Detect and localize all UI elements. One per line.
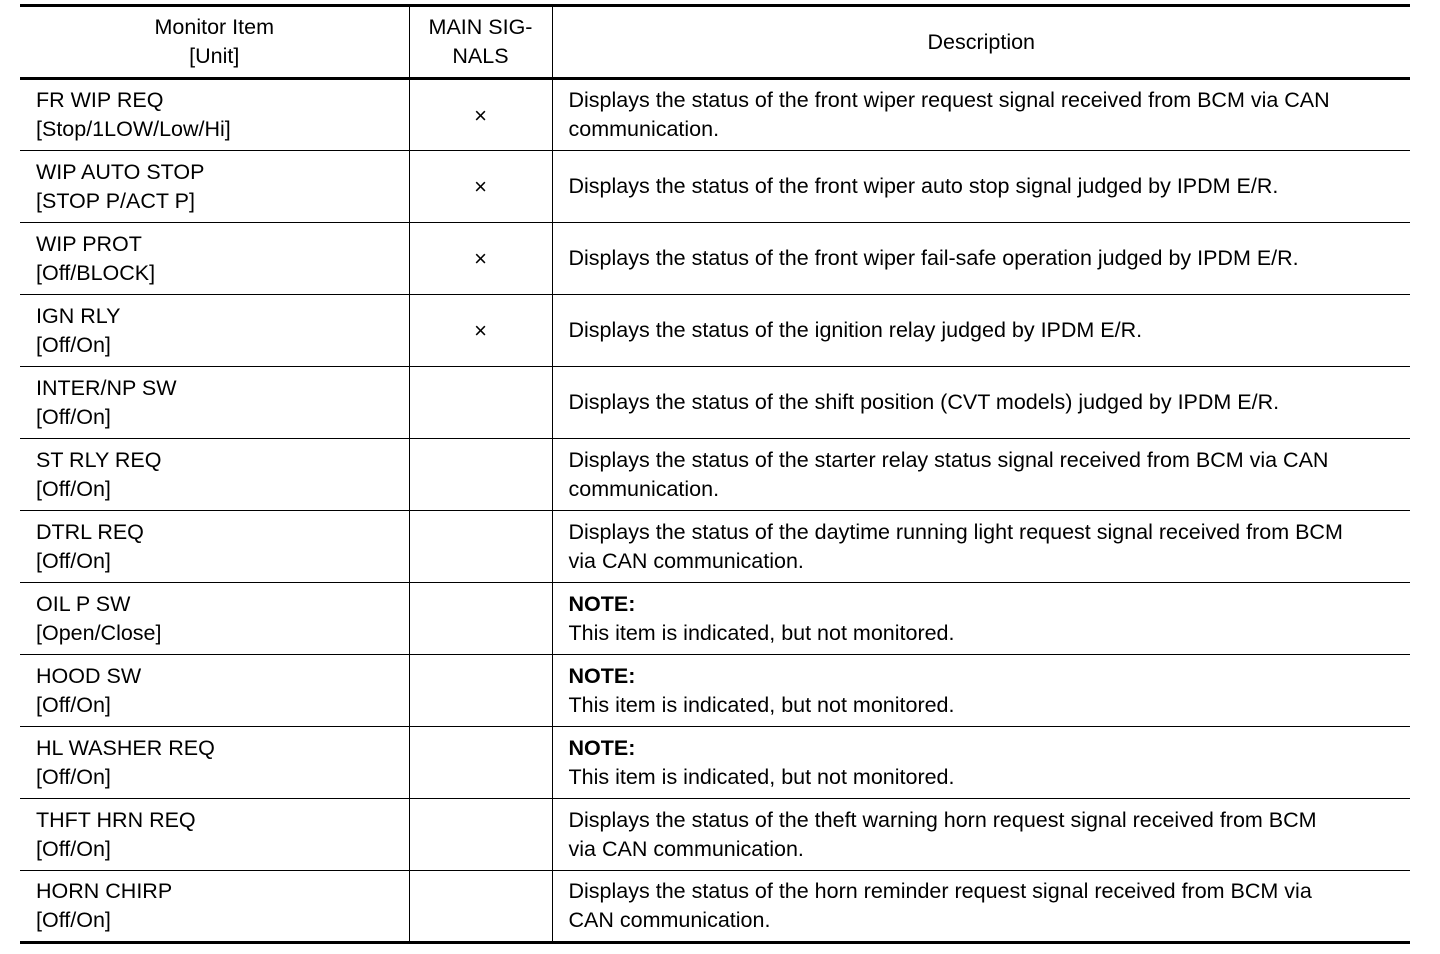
description-cell bbox=[552, 727, 1410, 799]
main-signal-cell bbox=[409, 871, 552, 943]
note-label: NOTE: bbox=[568, 591, 636, 616]
monitor-item-name: IGN RLY bbox=[36, 303, 121, 328]
description-text: Displays the status of the front wiper fail-safe operation judged by IPDM E/R. bbox=[568, 246, 1299, 270]
description-text: via CAN communication. bbox=[568, 548, 804, 573]
table-row bbox=[20, 223, 1410, 295]
description-cell bbox=[552, 79, 1410, 151]
description-cell bbox=[552, 799, 1410, 871]
monitor-item-name: ST RLY REQ bbox=[36, 447, 162, 472]
table-row bbox=[20, 871, 1410, 943]
monitor-item-name: HL WASHER REQ bbox=[36, 735, 215, 760]
header-monitor-item: Monitor Item [Unit] bbox=[20, 6, 409, 79]
monitor-item-cell bbox=[20, 367, 409, 439]
main-signal-mark: × bbox=[474, 174, 487, 199]
monitor-item-name: DTRL REQ bbox=[36, 519, 144, 544]
table-header-row bbox=[20, 6, 1410, 79]
main-signal-mark: × bbox=[474, 318, 487, 343]
monitor-item-cell bbox=[20, 295, 409, 367]
monitor-item-cell bbox=[20, 511, 409, 583]
monitor-item-unit: [Off/On] bbox=[36, 548, 111, 573]
description-text: Displays the status of the theft warning horn request signal received from BCM bbox=[568, 807, 1317, 832]
monitor-item-name: HORN CHIRP bbox=[36, 879, 173, 903]
monitor-item-unit: [Open/Close] bbox=[36, 620, 162, 645]
monitor-item-cell bbox=[20, 799, 409, 871]
monitor-item-unit: [Off/On] bbox=[36, 692, 111, 717]
monitor-item-unit: [Off/BLOCK] bbox=[36, 260, 156, 285]
description-text: This item is indicated, but not monitored. bbox=[568, 620, 955, 645]
monitor-item-unit: [Off/On] bbox=[36, 476, 111, 501]
description-text: communication. bbox=[568, 117, 720, 141]
description-cell bbox=[552, 439, 1410, 511]
description-text: This item is indicated, but not monitored. bbox=[568, 764, 955, 789]
table-row bbox=[20, 79, 1410, 151]
monitor-item-unit: [Off/On] bbox=[36, 404, 111, 429]
monitor-item-name: OIL P SW bbox=[36, 591, 131, 616]
table-row bbox=[20, 295, 1410, 367]
description-text: Displays the status of the daytime running light request signal received from BCM bbox=[568, 519, 1343, 544]
main-signal-cell bbox=[409, 223, 552, 295]
description-text: communication. bbox=[568, 476, 720, 501]
monitor-item-name: THFT HRN REQ bbox=[36, 807, 196, 832]
main-signal-cell bbox=[409, 727, 552, 799]
table-row bbox=[20, 151, 1410, 223]
monitor-item-cell bbox=[20, 79, 409, 151]
monitor-item-unit: [Off/On] bbox=[36, 332, 111, 357]
table-row bbox=[20, 367, 1410, 439]
monitor-item-name: WIP PROT bbox=[36, 231, 142, 256]
table-body bbox=[20, 79, 1410, 943]
description-cell bbox=[552, 295, 1410, 367]
main-signal-cell bbox=[409, 151, 552, 223]
monitor-item-unit: [Off/On] bbox=[36, 764, 111, 789]
monitor-item-cell bbox=[20, 583, 409, 655]
table-row bbox=[20, 799, 1410, 871]
monitor-item-cell bbox=[20, 439, 409, 511]
description-cell bbox=[552, 367, 1410, 439]
table-row bbox=[20, 439, 1410, 511]
description-text: Displays the status of the front wiper request signal received from BCM via CAN bbox=[568, 88, 1330, 112]
main-signal-cell bbox=[409, 511, 552, 583]
table-row bbox=[20, 655, 1410, 727]
description-text: via CAN communication. bbox=[568, 836, 804, 861]
main-signal-cell bbox=[409, 583, 552, 655]
main-signal-cell bbox=[409, 439, 552, 511]
table-row bbox=[20, 727, 1410, 799]
description-text: CAN communication. bbox=[568, 908, 771, 932]
monitor-item-unit: [Off/On] bbox=[36, 836, 111, 861]
description-cell bbox=[552, 871, 1410, 943]
monitor-item-unit: [Off/On] bbox=[36, 908, 111, 932]
table-row bbox=[20, 511, 1410, 583]
monitor-item-cell bbox=[20, 871, 409, 943]
monitor-item-cell bbox=[20, 727, 409, 799]
main-signal-cell bbox=[409, 799, 552, 871]
description-text: This item is indicated, but not monitored. bbox=[568, 692, 955, 717]
note-label: NOTE: bbox=[568, 735, 636, 760]
description-cell bbox=[552, 223, 1410, 295]
description-cell bbox=[552, 151, 1410, 223]
main-signal-mark: × bbox=[474, 246, 487, 271]
description-text: Displays the status of the starter relay status signal received from BCM via CAN bbox=[568, 447, 1329, 472]
description-text: Displays the status of the horn reminder request signal received from BCM via bbox=[568, 879, 1312, 903]
main-signal-cell bbox=[409, 655, 552, 727]
monitor-item-name: WIP AUTO STOP bbox=[36, 159, 205, 184]
monitor-item-name: FR WIP REQ bbox=[36, 88, 164, 112]
description-text: Displays the status of the front wiper auto stop signal judged by IPDM E/R. bbox=[568, 174, 1279, 198]
header-description: Description bbox=[552, 6, 1410, 79]
monitor-item-cell bbox=[20, 223, 409, 295]
description-text: Displays the status of the ignition relay judged by IPDM E/R. bbox=[568, 318, 1143, 342]
main-signal-cell bbox=[409, 295, 552, 367]
description-cell bbox=[552, 511, 1410, 583]
monitor-item-name: HOOD SW bbox=[36, 663, 142, 688]
main-signal-cell bbox=[409, 367, 552, 439]
header-main-signals: MAIN SIG- NALS bbox=[409, 6, 552, 79]
description-cell bbox=[552, 655, 1410, 727]
monitor-item-unit: [STOP P/ACT P] bbox=[36, 188, 195, 213]
monitor-items-table bbox=[20, 4, 1410, 944]
description-text: Displays the status of the shift position (CVT models) judged by IPDM E/R. bbox=[568, 390, 1280, 414]
main-signal-mark: × bbox=[474, 102, 487, 128]
table-row bbox=[20, 583, 1410, 655]
monitor-item-cell bbox=[20, 151, 409, 223]
note-label: NOTE: bbox=[568, 663, 636, 688]
monitor-item-unit: [Stop/1LOW/Low/Hi] bbox=[36, 117, 231, 141]
monitor-item-cell bbox=[20, 655, 409, 727]
description-cell bbox=[552, 583, 1410, 655]
monitor-item-name: INTER/NP SW bbox=[36, 375, 177, 400]
main-signal-cell bbox=[409, 79, 552, 151]
